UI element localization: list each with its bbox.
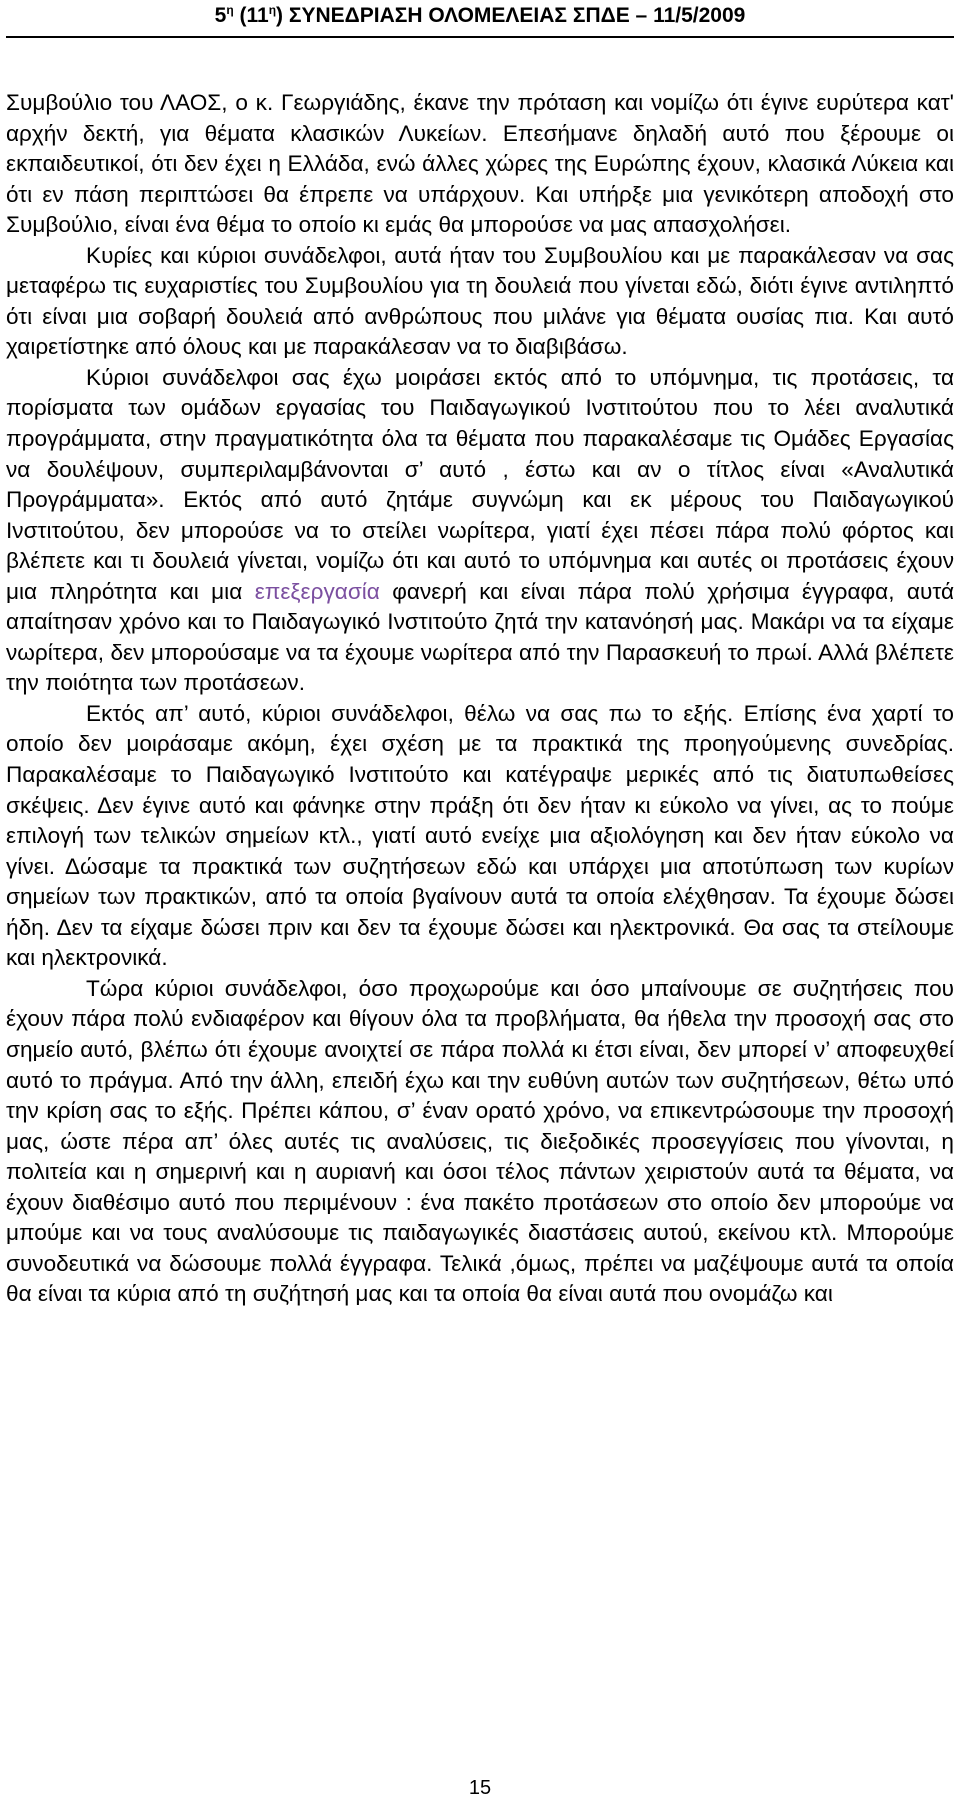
paragraph-3-text-start: Κύριοι συνάδελφοι σας έχω μοιράσει εκτός από το υπόμνημα, τις προτάσεις, τα πορίσματα των ομάδων εργασίας του Παιδαγωγικού Ινστιτούτου που το λέει αναλυτικά προγράμματα, στην πραγματικότητα όλα τα θέματα που παρακαλέσαμε τις Ομάδες Εργασίας να δουλέψουν, συμπεριλαμβάνονται σ’ αυτό , έστω και αν ο τίτλος είναι «Αναλυτικά Προγράμματα». Εκτός από αυτό ζητάμε συγνώμη και εκ μέρους του Παιδαγωγικού Ινστιτούτου, δεν μπορούσε να το στείλει νωρίτερα, γιατί έχει πέσει πάρα πολύ φόρτος και βλέπετε και τι δουλειά γίνεται, νομίζω ότι και αυτό το υπόμνημα και αυτές οι προτάσεις έχουν μια πληρότητα και μια (6, 364, 954, 604)
paragraph-3-text-end: φανερή και είναι πάρα πολύ χρήσιμα έγγραφα, αυτά απαίτησαν χρόνο και το Παιδαγωγικό Ινστιτούτο ζητά την κατανόησή μας. Μακάρι να τα είχαμε νωρίτερα, δεν μπορούσαμε να τα έχουμε νωρίτερα από την Παρασκευή το πρωί. Αλλά βλέπετε την ποιότητα των προτάσεων. (6, 578, 955, 696)
document-body (6, 88, 954, 1310)
paragraph-1: Συμβούλιο του ΛΑΟΣ, ο κ. Γεωργιάδης, έκανε την πρόταση και νομίζω ότι έγινε ευρύτερα κατ' αρχήν δεκτή, για θέματα κλασικών Λυκείων. Επεσήμανε δηλαδή αυτό που ξέρουμε οι εκπαιδευτικοί, ότι δεν έχει η Ελλάδα, ενώ άλλες χώρες της Ευρώπης έχουν, κλασικά Λύκεια και ότι εν πάση περιπτώσει θα έπρεπε να υπάρχουν. Και υπήρξε μια γενικότερη αποδοχή στο Συμβούλιο, είναι ένα θέμα το οποίο κι εμάς θα μπορούσε να μας απασχολήσει. (6, 90, 954, 238)
paragraph-3 (6, 363, 954, 699)
session-number-superscript: η (226, 3, 234, 17)
session-count-superscript: η (268, 3, 277, 17)
page-number: 15 (468, 1777, 492, 1799)
header-title: ) ΣΥΝΕΔΡΙΑΣΗ ΟΛΟΜΕΛΕΙΑΣ ΣΠΔΕ – 11/5/2009 (276, 4, 746, 27)
paragraph-4: Εκτός απ’ αυτό, κύριοι συνάδελφοι, θέλω να σας πω το εξής. Επίσης ένα χαρτί το οποίο δεν μοιράσαμε ακόμη, έχει σχέση με τα πρακτικά της προηγούμενης συνεδρίας. Παρακαλέσαμε το Παιδαγωγικό Ινστιτούτο και κατέγραψε μερικές από τις διατυπωθείσες σκέψεις. Δεν έγινε αυτό και φάνηκε στην πράξη ότι δεν ήταν κι εύκολο να γίνει, ας το πούμε επιλογή των τελικών σημείων κτλ., γιατί αυτό ενείχε μια αξιολόγηση και δεν ήταν εύκολο να γίνει. Δώσαμε τα πρακτικά των συζητήσεων εδώ και υπάρχει μια αποτύπωση των κυρίων σημείων των πρακτικών, από τα οποία βγαίνουν αυτά τα οποία ελέχθησαν. Τα έχουμε δώσει ήδη. Δεν τα είχαμε δώσει πριν και δεν τα έχουμε δώσει και ηλεκτρονικά. Θα σας τα στείλουμε και ηλεκτρονικά. (6, 700, 954, 971)
page-header (0, 0, 960, 30)
session-count-open: (11 (233, 4, 269, 27)
highlighted-word: επεξεργασία (254, 578, 380, 604)
paragraph-5: Τώρα κύριοι συνάδελφοι, όσο προχωρούμε και όσο μπαίνουμε σε συζητήσεις που έχουν πάρα πολύ ενδιαφέρον και θίγουν όλα τα προβλήματα, θα ήθελα την προσοχή σας στο σημείο αυτό, βλέπω ότι έχουμε ανοιχτεί σε πάρα πολλά κι έτσι είναι, δεν μπορεί ν’ αποφευχθεί αυτό το πράγμα. Από την άλλη, επειδή έχω και την ευθύνη αυτών των συζητήσεων, θέτω υπό την κρίση σας το εξής. Πρέπει κάπου, σ’ έναν ορατό χρόνο, να επικεντρώσουμε την προσοχή μας, ώστε πέρα απ’ όλες αυτές τις αναλύσεις, τις διεξοδικές προσεγγίσεις που γίνονται, η πολιτεία και η σημερινή και η αυριανή και όσοι τέλος πάντων χειριστούν αυτά τα θέματα, να έχουν διαθέσιμο αυτό που περιμένουν : ένα πακέτο προτάσεων στο οποίο δεν μπορούμε να μπούμε και να τους αναλύσουμε τις παιδαγωγικές διαστάσεις αυτού, εκείνου κτλ. Μπορούμε συνοδευτικά να δώσουμε πολλά έγγραφα. Τελικά ,όμως, πρέπει να μαζέψουμε αυτά τα οποία θα είναι τα κύρια από τη συζήτησή μας και τα οποία θα είναι αυτά που ονομάζω και (6, 975, 954, 1307)
session-number: 5 (214, 4, 227, 27)
paragraph-2: Κυρίες και κύριοι συνάδελφοι, αυτά ήταν του Συμβουλίου και με παρακάλεσαν να σας μεταφέρω τις ευχαριστίες του Συμβουλίου για τη δουλειά που γίνεται εδώ, διότι έγινε αντιληπτό ότι είναι μια σοβαρή δουλειά από ανθρώπους που μιλάνε για θέματα ουσίας πια. Και αυτό χαιρετίστηκε από όλους και με παρακάλεσαν να το διαβιβάσω. (6, 242, 954, 360)
header-divider (6, 36, 954, 38)
